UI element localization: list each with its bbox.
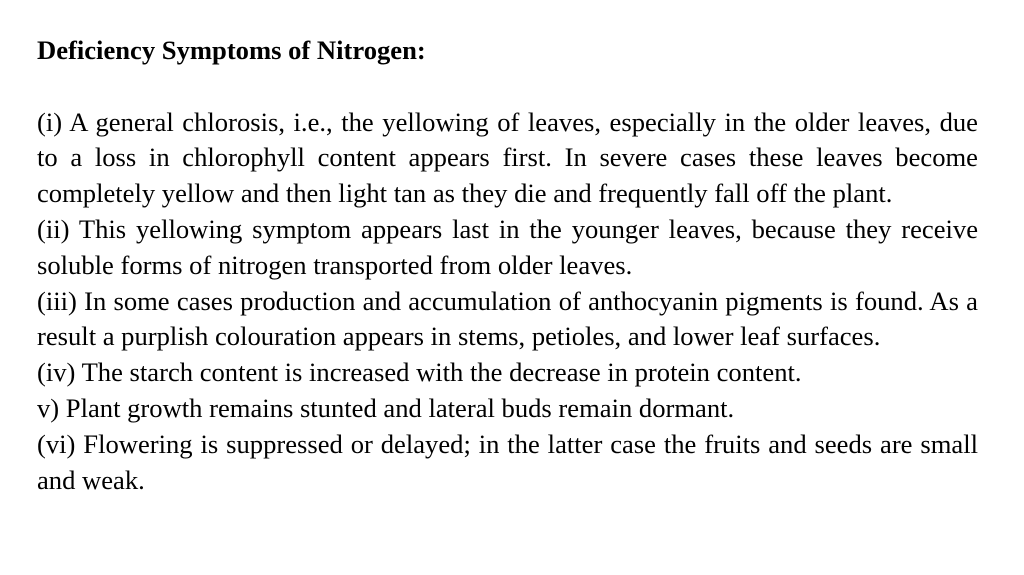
symptom-paragraph-3: (iii) In some cases production and accumulation of anthocyanin pigments is found. As a result a purplish colouration appears in stems, petioles, and lower leaf surfaces.: [37, 285, 978, 352]
slide-title: Deficiency Symptoms of Nitrogen:: [37, 35, 426, 65]
symptom-paragraph-6: (vi) Flowering is suppressed or delayed; in the latter case the fruits and seeds are small and weak.: [37, 428, 978, 495]
symptom-paragraph-5: v) Plant growth remains stunted and lateral buds remain dormant.: [37, 392, 735, 423]
symptom-paragraph-4: (iv) The starch content is increased with the decrease in protein content.: [37, 357, 802, 388]
title-spacer: [37, 69, 978, 105]
symptom-paragraph-2: (ii) This yellowing symptom appears last in the younger leaves, because they receive soluble forms of nitrogen transported from older leaves.: [37, 213, 978, 280]
symptom-paragraph-1: (i) A general chlorosis, i.e., the yellowing of leaves, especially in the older leaves, due to a loss in chlorophyll content appears first. In severe cases these leaves become completely yellow and then light tan as they die and frequently fall off the plant.: [37, 106, 978, 209]
slide-content: [37, 33, 978, 498]
